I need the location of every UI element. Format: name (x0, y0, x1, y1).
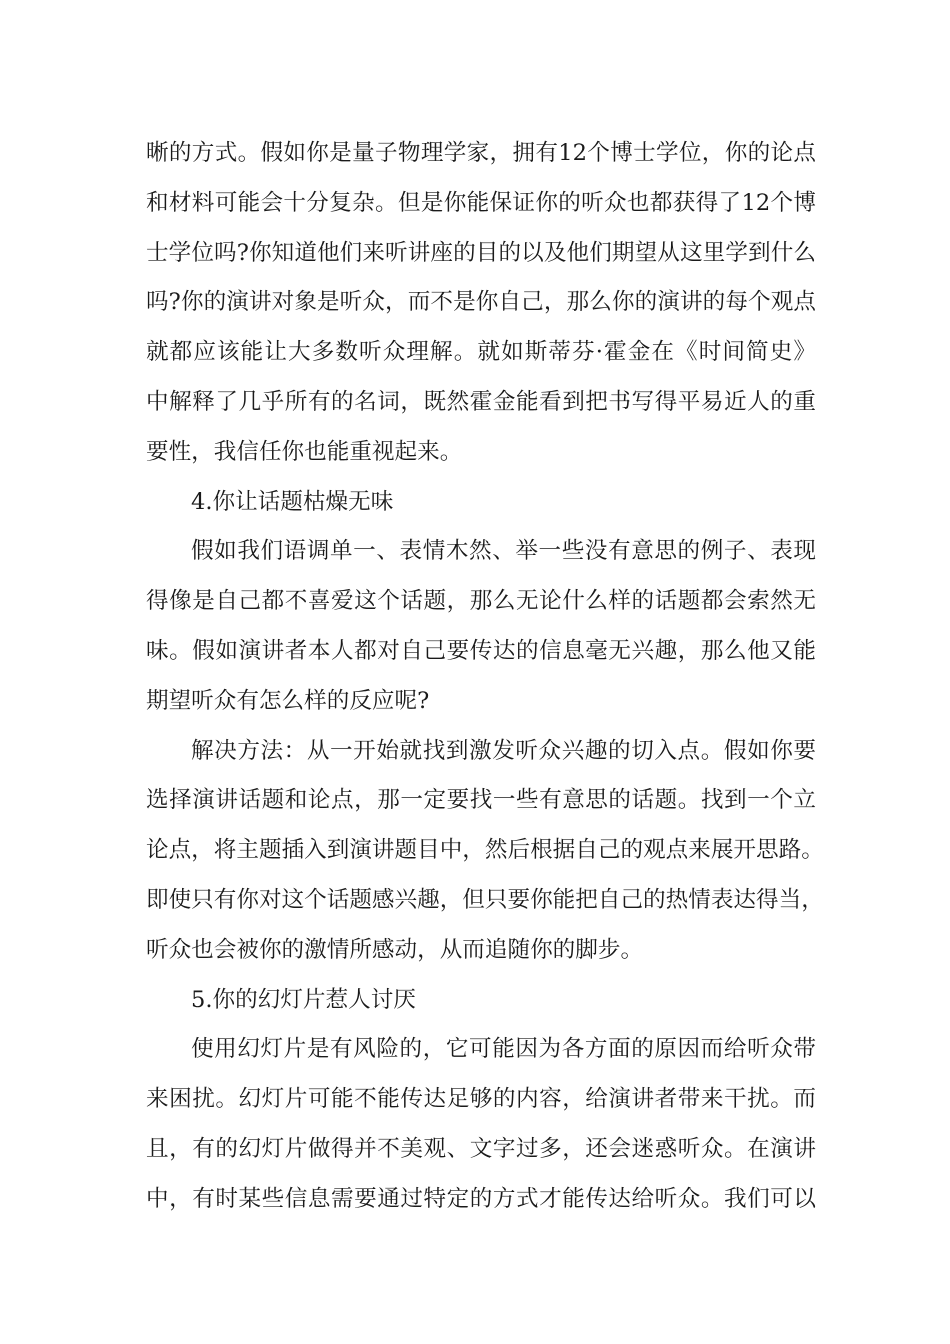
text-line: 得像是自己都不喜爱这个话题，那么无论什么样的话题都会索然无 (146, 588, 816, 615)
text-line: 期望听众有怎么样的反应呢? (146, 687, 430, 714)
text-line: 选择演讲话题和论点，那一定要找一些有意思的话题。找到一个立 (146, 787, 816, 814)
text-line: 中，有时某些信息需要通过特定的方式才能传达给听众。我们可以 (146, 1185, 816, 1212)
section-heading: 5.你的幻灯片惹人讨厌 (191, 986, 416, 1013)
text-line: 听众也会被你的激情所感动，从而追随你的脚步。 (146, 936, 644, 963)
text-line: 即使只有你对这个话题感兴趣，但只要你能把自己的热情表达得当， (146, 886, 824, 913)
text-line: 要性，我信任你也能重视起来。 (146, 438, 463, 465)
text-line: 就都应该能让大多数听众理解。就如斯蒂芬·霍金在《时间简史》 (146, 339, 816, 366)
text-line: 中解释了几乎所有的名词，既然霍金能看到把书写得平易近人的重 (146, 388, 816, 415)
text-line: 论点，将主题插入到演讲题目中，然后根据自己的观点来展开思路。 (146, 837, 824, 864)
text-line: 晰的方式。假如你是量子物理学家，拥有12个博士学位，你的论点 (146, 140, 816, 166)
section-heading: 4.你让话题枯燥无味 (191, 488, 394, 515)
text-line: 和材料可能会十分复杂。但是你能保证你的听众也都获得了12个博 (146, 189, 816, 216)
text-line: 吗?你的演讲对象是听众，而不是你自己，那么你的演讲的每个观点 (146, 289, 816, 316)
text-line: 假如我们语调单一、表情木然、举一些没有意思的例子、表现 (191, 538, 816, 565)
text-line: 士学位吗?你知道他们来听讲座的目的以及他们期望从这里学到什么 (146, 239, 816, 266)
text-line: 使用幻灯片是有风险的，它可能因为各方面的原因而给听众带 (191, 1036, 816, 1063)
document-body (146, 129, 824, 1225)
text-line: 且，有的幻灯片做得并不美观、文字过多，还会迷惑听众。在演讲 (146, 1135, 816, 1162)
text-line: 解决方法：从一开始就找到激发听众兴趣的切入点。假如你要 (191, 737, 816, 764)
text-line: 来困扰。幻灯片可能不能传达足够的内容，给演讲者带来干扰。而 (146, 1086, 816, 1113)
text-line: 味。假如演讲者本人都对自己要传达的信息毫无兴趣，那么他又能 (146, 637, 816, 664)
